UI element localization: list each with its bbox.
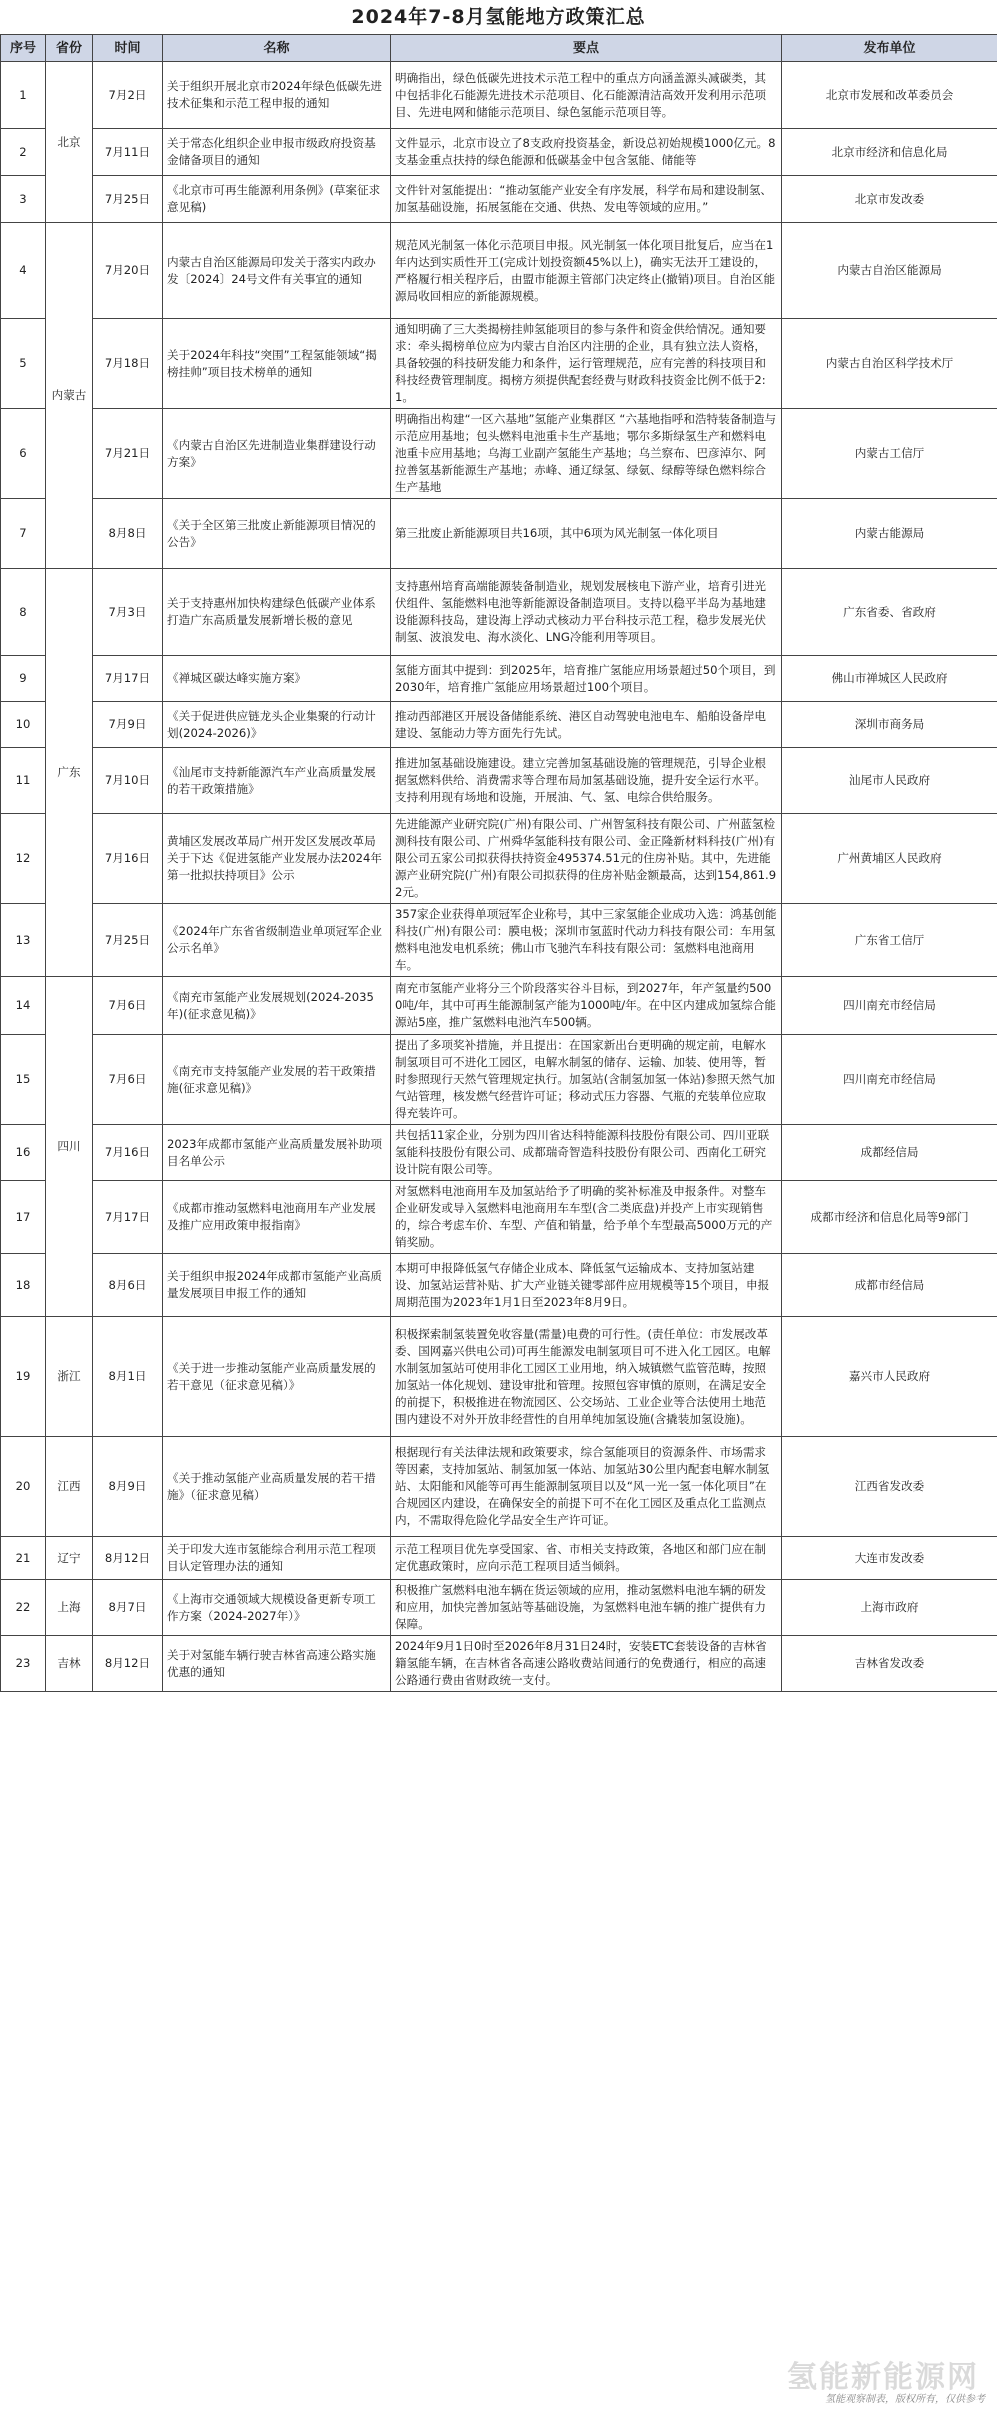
row-time: 8月12日 (93, 1636, 163, 1692)
row-publisher: 汕尾市人民政府 (782, 748, 997, 814)
watermark: 氢能新能源网 (787, 2360, 979, 2395)
row-number: 12 (1, 814, 46, 904)
table-row (1, 1580, 997, 1636)
table-row (1, 904, 997, 977)
table-row (1, 1317, 997, 1437)
province-cell: 浙江 (46, 1317, 93, 1437)
row-publisher: 成都市经信局 (782, 1254, 997, 1317)
row-policy-name: 关于支持惠州加快构建绿色低碳产业体系打造广东高质量发展新增长极的意见 (163, 569, 391, 656)
table-header-row (1, 35, 997, 62)
row-time: 8月9日 (93, 1437, 163, 1537)
column-header-points: 要点 (391, 35, 782, 62)
row-time: 8月8日 (93, 499, 163, 569)
row-key-points: 通知明确了三大类揭榜挂帅氢能项目的参与条件和资金供给情况。通知要求：牵头揭榜单位应为内蒙古自治区内注册的企业，具有独立法人资格，具备较强的科技研发能力和条件，运行管理规范，应有完善的科技项目和科技经费管理制度。揭榜方须提供配套经费与财政科技资金比例不低于2:1。 (391, 319, 782, 409)
row-publisher: 内蒙古能源局 (782, 499, 997, 569)
row-policy-name: 《北京市可再生能源利用条例》(草案征求意见稿) (163, 176, 391, 223)
policy-table (0, 34, 997, 1692)
row-key-points: 规范风光制氢一体化示范项目申报。风光制氢一体化项目批复后，应当在1年内达到实质性开工(完成计划投资额45%以上)，确实无法开工建设的，严格履行相关程序后，由盟市能源主管部门决定终止(撤销)项目。自治区能源局收回相应的新能源规模。 (391, 223, 782, 319)
row-publisher: 内蒙古自治区能源局 (782, 223, 997, 319)
row-number: 14 (1, 977, 46, 1035)
row-publisher: 成都市经济和信息化局等9部门 (782, 1181, 997, 1254)
row-policy-name: 《禅城区碳达峰实施方案》 (163, 656, 391, 702)
row-publisher: 北京市发展和改革委员会 (782, 62, 997, 129)
row-time: 7月21日 (93, 409, 163, 499)
row-number: 3 (1, 176, 46, 223)
row-publisher: 大连市发改委 (782, 1537, 997, 1580)
row-key-points: 共包括11家企业，分别为四川省达科特能源科技股份有限公司、四川亚联氢能科技股份有限公司、成都瑞奇智造科技股份有限公司、西南化工研究设计院有限公司等。 (391, 1125, 782, 1181)
row-policy-name: 《南充市氢能产业发展规划(2024-2035年)(征求意见稿)》 (163, 977, 391, 1035)
table-row (1, 1035, 997, 1125)
table-row (1, 1437, 997, 1537)
row-key-points: 2024年9月1日0时至2026年8月31日24时，安装ETC套装设备的吉林省籍氢能车辆，在吉林省各高速公路收费站间通行的免费通行，相应的高速公路通行费由省财政统一支付。 (391, 1636, 782, 1692)
row-time: 7月17日 (93, 1181, 163, 1254)
row-time: 7月6日 (93, 977, 163, 1035)
row-time: 8月7日 (93, 1580, 163, 1636)
row-number: 23 (1, 1636, 46, 1692)
province-cell: 北京 (46, 62, 93, 223)
row-publisher: 四川南充市经信局 (782, 977, 997, 1035)
province-cell: 辽宁 (46, 1537, 93, 1580)
row-policy-name: 《成都市推动氢燃料电池商用车产业发展及推广应用政策申报指南》 (163, 1181, 391, 1254)
row-time: 7月6日 (93, 1035, 163, 1125)
row-time: 7月10日 (93, 748, 163, 814)
row-number: 2 (1, 129, 46, 176)
row-number: 17 (1, 1181, 46, 1254)
table-row (1, 1254, 997, 1317)
row-key-points: 明确指出构建“一区六基地”氢能产业集群区 “六基地指呼和浩特装备制造与示范应用基地；包头燃料电池重卡生产基地；鄂尔多斯绿氢生产和燃料电池重卡应用基地；乌海工业副产氢能生产基地；乌兰察布、巴彦淖尔、阿拉善氢基新能源生产基地；赤峰、通辽绿氢、绿氨、绿醇等绿色燃料综合生产基地 (391, 409, 782, 499)
page-title: 2024年7-8月氢能地方政策汇总 (351, 6, 646, 28)
row-publisher: 成都经信局 (782, 1125, 997, 1181)
row-number: 10 (1, 702, 46, 748)
row-key-points: 示范工程项目优先享受国家、省、市相关支持政策，各地区和部门应在制定优惠政策时，应向示范工程项目适当倾斜。 (391, 1537, 782, 1580)
table-row (1, 409, 997, 499)
row-key-points: 明确指出，绿色低碳先进技术示范工程中的重点方向涵盖源头减碳类，其中包括非化石能源先进技术示范项目、化石能源清洁高效开发利用示范项目、先进电网和储能示范项目、绿色氢能示范项目等。 (391, 62, 782, 129)
row-key-points: 文件针对氢能提出：“推动氢能产业安全有序发展，科学布局和建设制氢、加氢基础设施，拓展氢能在交通、供热、发电等领域的应用。” (391, 176, 782, 223)
row-number: 7 (1, 499, 46, 569)
table-row (1, 748, 997, 814)
row-key-points: 积极探索制氢装置免收容量(需量)电费的可行性。(责任单位：市发展改革委、国网嘉兴供电公司)可再生能源发电制氢项目可不进入化工园区。电解水制氢加氢站可使用非化工园区工业用地，纳入城镇燃气监管范畴，按照加氢站一体化规划、建设审批和管理。按照包容审慎的原则，在满足安全的前提下，积极推进在物流园区、公交场站、工业企业等合法使用土地范围内建设不对外开放非经营性的自用单纯加氢设施(含撬装加氢设施)。 (391, 1317, 782, 1437)
row-number: 1 (1, 62, 46, 129)
row-time: 8月6日 (93, 1254, 163, 1317)
table-row (1, 176, 997, 223)
table-row (1, 319, 997, 409)
row-key-points: 推进加氢基础设施建设。建立完善加氢基础设施的管理规范，引导企业根据氢燃料供给、消费需求等合理布局加氢基础设施，提升安全运行水平。支持利用现有场地和设施，开展油、气、氢、电综合供给服务。 (391, 748, 782, 814)
table-row (1, 569, 997, 656)
row-key-points: 提出了多项奖补措施，并且提出：在国家新出台更明确的规定前，电解水制氢项目可不进化工园区，电解水制氢的储存、运输、加装、使用等，暂时参照现行天然气管理规定执行。加氢站(含制氢加氢一体站)参照天然气加气站管理，核发燃气经营许可证；移动式压力容器、气瓶的充装单位应取得充装许可。 (391, 1035, 782, 1125)
row-key-points: 推动西部港区开展设备储能系统、港区自动驾驶电池电车、船舶设备岸电建设、氢能动力等方面先行先试。 (391, 702, 782, 748)
row-key-points: 对氢燃料电池商用车及加氢站给予了明确的奖补标准及申报条件。对整车企业研发或导入氢燃料电池商用车车型(含二类底盘)并投产上市实现销售的，综合考虑车价、车型、产值和销量，给予单个车型最高5000万元的产销奖励。 (391, 1181, 782, 1254)
row-publisher: 吉林省发改委 (782, 1636, 997, 1692)
row-policy-name: 《关于全区第三批废止新能源项目情况的公告》 (163, 499, 391, 569)
row-publisher: 内蒙古工信厅 (782, 409, 997, 499)
row-time: 7月11日 (93, 129, 163, 176)
column-header-number: 序号 (1, 35, 46, 62)
row-publisher: 深圳市商务局 (782, 702, 997, 748)
province-cell: 四川 (46, 977, 93, 1317)
row-publisher: 北京市发改委 (782, 176, 997, 223)
row-number: 9 (1, 656, 46, 702)
row-publisher: 嘉兴市人民政府 (782, 1317, 997, 1437)
row-key-points: 本期可申报降低氢气存储企业成本、降低氢气运输成本、支持加氢站建设、加氢站运营补贴、扩大产业链关键零部件应用规模等15个项目，申报周期范围为2023年1月1日至2023年8月9日。 (391, 1254, 782, 1317)
row-key-points: 先进能源产业研究院(广州)有限公司、广州智氢科技有限公司、广州蓝氢检测科技有限公司、广州舜华氢能科技有限公司、金正隆新材料科技(广州)有限公司五家公司拟获得扶持资金495374.51元的住房补贴。其中，先进能源产业研究院(广州)有限公司拟获得的住房补贴金额最高，达到154,861.92元。 (391, 814, 782, 904)
row-policy-name: 《上海市交通领域大规模设备更新专项工作方案（2024-2027年）》 (163, 1580, 391, 1636)
row-number: 15 (1, 1035, 46, 1125)
row-number: 19 (1, 1317, 46, 1437)
row-time: 8月12日 (93, 1537, 163, 1580)
row-time: 7月3日 (93, 569, 163, 656)
row-policy-name: 《关于推动氢能产业高质量发展的若干措施》（征求意见稿） (163, 1437, 391, 1537)
row-time: 7月16日 (93, 814, 163, 904)
row-time: 7月9日 (93, 702, 163, 748)
row-key-points: 氢能方面其中提到：到2025年，培育推广氢能应用场景超过50个项目，到2030年，培育推广氢能应用场景超过100个项目。 (391, 656, 782, 702)
row-number: 22 (1, 1580, 46, 1636)
row-key-points: 357家企业获得单项冠军企业称号，其中三家氢能企业成功入选：鸿基创能科技(广州)有限公司：膜电极；深圳市氢蓝时代动力科技有限公司：车用氢燃料电池发电机系统；佛山市飞驰汽车科技有限公司：氢燃料电池商用车。 (391, 904, 782, 977)
row-number: 18 (1, 1254, 46, 1317)
row-policy-name: 《南充市支持氢能产业发展的若干政策措施(征求意见稿)》 (163, 1035, 391, 1125)
row-policy-name: 内蒙古自治区能源局印发关于落实内政办发〔2024〕24号文件有关事宜的通知 (163, 223, 391, 319)
row-policy-name: 《2024年广东省省级制造业单项冠军企业公示名单》 (163, 904, 391, 977)
row-policy-name: 黄埔区发展改革局广州开发区发展改革局关于下达《促进氢能产业发展办法2024年第一批拟扶持项目》公示 (163, 814, 391, 904)
row-key-points: 积极推广氢燃料电池车辆在货运领域的应用，推动氢燃料电池车辆的研发和应用，加快完善加氢站等基础设施，为氢燃料电池车辆的推广提供有力保障。 (391, 1580, 782, 1636)
column-header-name: 名称 (163, 35, 391, 62)
column-header-publisher: 发布单位 (782, 35, 997, 62)
row-key-points: 南充市氢能产业将分三个阶段落实谷斗目标，到2027年，年产氢量约5000吨/年，其中可再生能源制氢产能为1000吨/年。在中区内建成加氢综合能源站5座，推广氢燃料电池汽车500辆。 (391, 977, 782, 1035)
row-policy-name: 关于常态化组织企业申报市级政府投资基金储备项目的通知 (163, 129, 391, 176)
row-publisher: 上海市政府 (782, 1580, 997, 1636)
table-row (1, 977, 997, 1035)
table-row (1, 702, 997, 748)
row-policy-name: 《内蒙古自治区先进制造业集群建设行动方案》 (163, 409, 391, 499)
table-row (1, 499, 997, 569)
table-row (1, 814, 997, 904)
row-publisher: 广东省委、省政府 (782, 569, 997, 656)
province-cell: 广东 (46, 569, 93, 977)
row-number: 4 (1, 223, 46, 319)
row-publisher: 江西省发改委 (782, 1437, 997, 1537)
row-key-points: 根据现行有关法律法规和政策要求，综合氢能项目的资源条件、市场需求等因素，支持加氢站、制氢加氢一体站、加氢站30公里内配套电解水制氢站、太阳能和风能等可再生能源制氢项目以及“风一光一氢一体化项目”在合规园区内建设，在确保安全的前提下可不在化工园区及重点化工监测点内，不需取得危险化学品安全生产许可证。 (391, 1437, 782, 1537)
table-row (1, 62, 997, 129)
row-time: 7月16日 (93, 1125, 163, 1181)
province-cell: 江西 (46, 1437, 93, 1537)
row-time: 8月1日 (93, 1317, 163, 1437)
row-policy-name: 《关于进一步推动氢能产业高质量发展的若干意见（征求意见稿）》 (163, 1317, 391, 1437)
province-cell: 内蒙古 (46, 223, 93, 569)
row-time: 7月17日 (93, 656, 163, 702)
row-policy-name: 《关于促进供应链龙头企业集聚的行动计划(2024-2026)》 (163, 702, 391, 748)
row-publisher: 四川南充市经信局 (782, 1035, 997, 1125)
row-publisher: 佛山市禅城区人民政府 (782, 656, 997, 702)
table-row (1, 1181, 997, 1254)
row-key-points: 文件显示，北京市设立了8支政府投资基金，新设总初始规模1000亿元。8支基金重点扶持的绿色能源和低碳基金中包含氢能、储能等 (391, 129, 782, 176)
row-number: 6 (1, 409, 46, 499)
row-time: 7月18日 (93, 319, 163, 409)
row-time: 7月25日 (93, 904, 163, 977)
row-policy-name: 关于2024年科技“突围”工程氢能领域“揭榜挂帅”项目技术榜单的通知 (163, 319, 391, 409)
row-number: 16 (1, 1125, 46, 1181)
row-key-points: 支持惠州培育高端能源装备制造业，规划发展核电下游产业，培育引进光伏组件、氢能燃料电池等新能源设备制造项目。支持以稳平半岛为基地建设能源科技岛，建设海上浮动式核动力平台科技示范工程，稳步发展光伏制氢、波浪发电、海水淡化、LNG冷能利用等项目。 (391, 569, 782, 656)
table-row (1, 1125, 997, 1181)
column-header-province: 省份 (46, 35, 93, 62)
row-time: 7月2日 (93, 62, 163, 129)
row-number: 20 (1, 1437, 46, 1537)
column-header-time: 时间 (93, 35, 163, 62)
table-row (1, 1537, 997, 1580)
row-policy-name: 2023年成都市氢能产业高质量发展补助项目名单公示 (163, 1125, 391, 1181)
province-cell: 吉林 (46, 1636, 93, 1692)
table-row (1, 223, 997, 319)
row-number: 11 (1, 748, 46, 814)
row-policy-name: 关于对氢能车辆行驶吉林省高速公路实施优惠的通知 (163, 1636, 391, 1692)
row-policy-name: 关于组织开展北京市2024年绿色低碳先进技术征集和示范工程申报的通知 (163, 62, 391, 129)
table-row (1, 129, 997, 176)
row-number: 8 (1, 569, 46, 656)
row-policy-name: 《汕尾市支持新能源汽车产业高质量发展的若干政策措施》 (163, 748, 391, 814)
row-policy-name: 关于组织申报2024年成都市氢能产业高质量发展项目申报工作的通知 (163, 1254, 391, 1317)
row-publisher: 内蒙古自治区科学技术厅 (782, 319, 997, 409)
row-publisher: 北京市经济和信息化局 (782, 129, 997, 176)
table-row (1, 656, 997, 702)
row-publisher: 广州黄埔区人民政府 (782, 814, 997, 904)
province-cell: 上海 (46, 1580, 93, 1636)
table-body (1, 62, 997, 1692)
row-number: 21 (1, 1537, 46, 1580)
row-time: 7月25日 (93, 176, 163, 223)
row-time: 7月20日 (93, 223, 163, 319)
footer-note: 氢能观察制表，版权所有，仅供参考 (825, 2394, 985, 2405)
row-publisher: 广东省工信厅 (782, 904, 997, 977)
row-number: 5 (1, 319, 46, 409)
row-number: 13 (1, 904, 46, 977)
table-row (1, 1636, 997, 1692)
row-key-points: 第三批废止新能源项目共16项，其中6项为风光制氢一体化项目 (391, 499, 782, 569)
row-policy-name: 关于印发大连市氢能综合利用示范工程项目认定管理办法的通知 (163, 1537, 391, 1580)
